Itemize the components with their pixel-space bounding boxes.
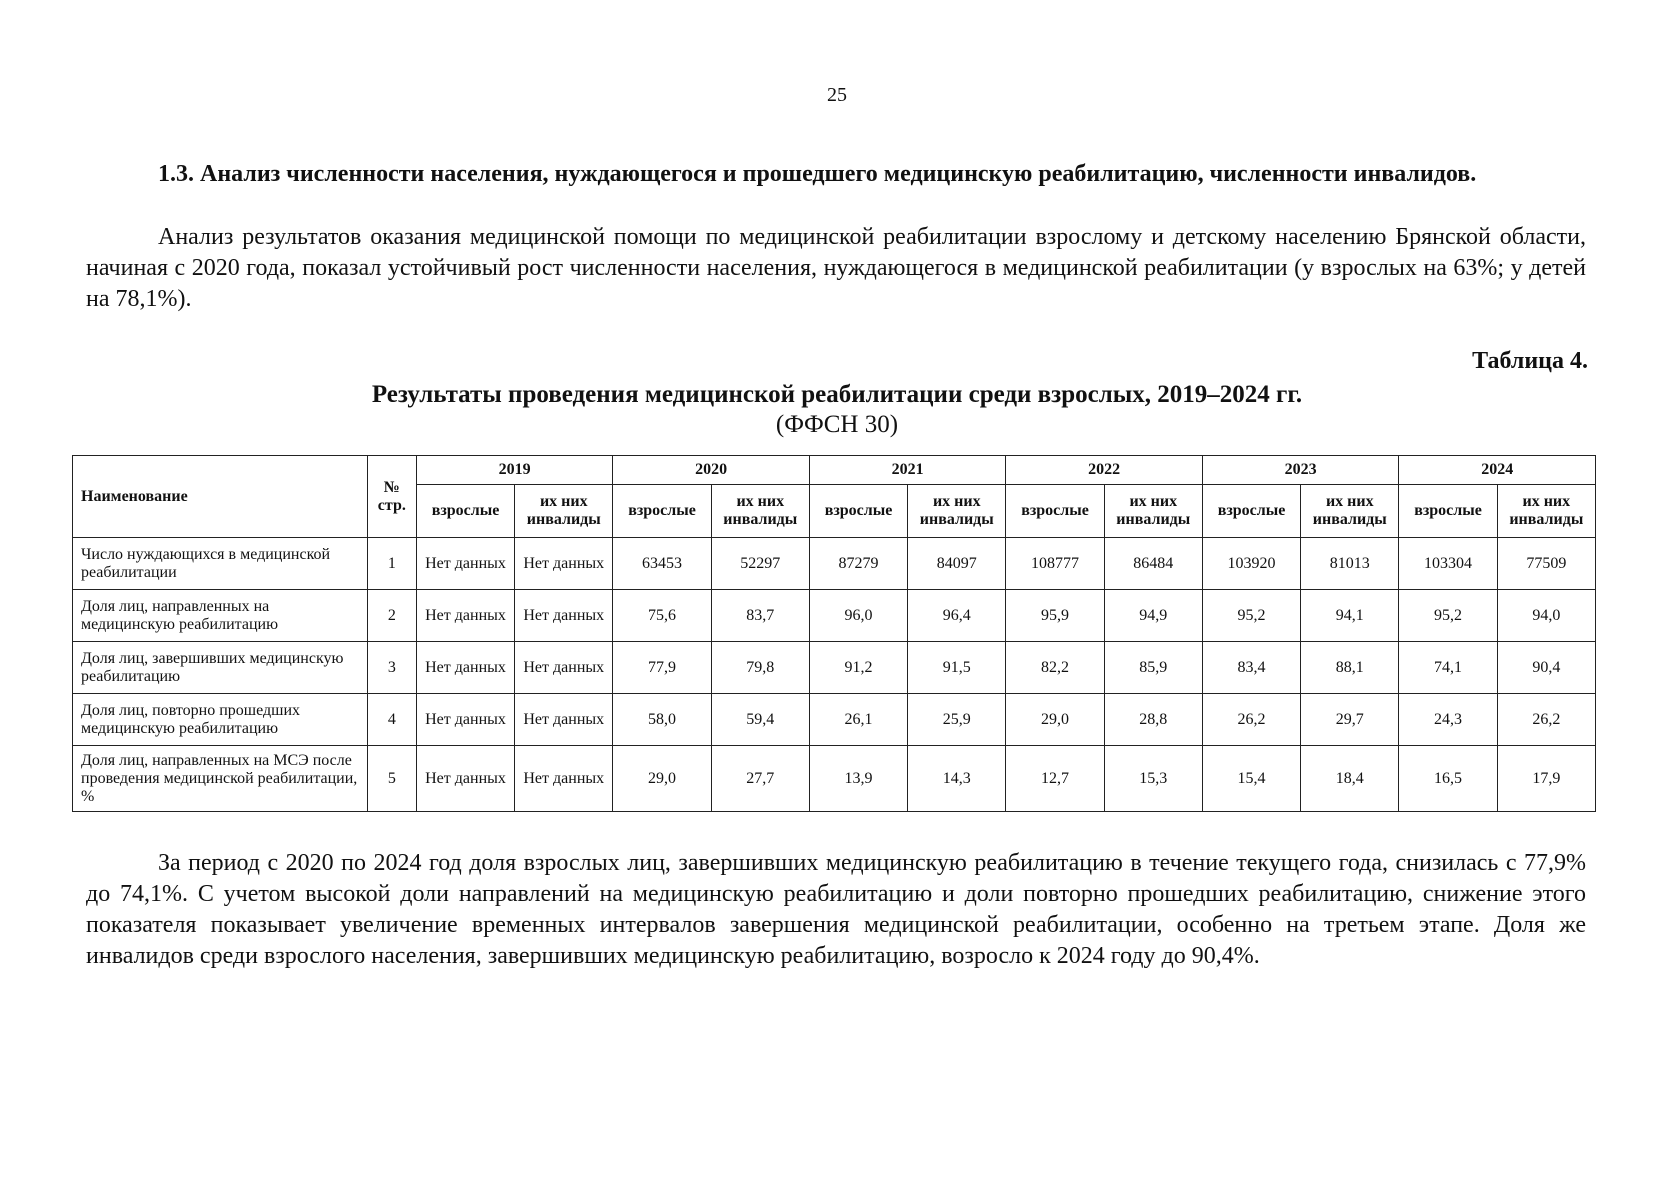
table-cell: 103304 [1399,538,1497,590]
section-heading: 1.3. Анализ численности населения, нуждающегося и прошедшего медицинскую реабилитацию, численности инвалидов. [158,161,1477,187]
table-cell: 95,9 [1006,590,1104,642]
table-cell: 14,3 [908,746,1006,812]
table-title-block [0,380,1674,440]
table-label: Таблица 4. [1472,348,1588,374]
table-cell: 25,9 [908,694,1006,746]
table-cell: 91,2 [809,642,907,694]
subheader-adults: взрослые [1202,485,1300,538]
table-cell: 13,9 [809,746,907,812]
year-header-row [73,456,1596,485]
table-cell: 75,6 [613,590,711,642]
table-cell: 94,9 [1104,590,1202,642]
table-cell: 63453 [613,538,711,590]
intro-paragraph: Анализ результатов оказания медицинской помощи по медицинской реабилитации взрослому и детскому населению Брянской области, начиная с 2020 года, показал устойчивый рост численности населения, нуждающегося в медицинской реабилитации (у взрослых на 63%; у детей на 78,1%). [86,224,1586,312]
table-row [73,642,1596,694]
table-cell: 16,5 [1399,746,1497,812]
year-header: 2022 [1006,456,1203,485]
table-cell: 88,1 [1301,642,1399,694]
table-cell: 27,7 [711,746,809,812]
row-number: 1 [367,538,416,590]
subheader-disabled: их них инвалиды [1104,485,1202,538]
table-cell: Нет данных [416,642,514,694]
table-cell: 29,0 [1006,694,1104,746]
year-header: 2020 [613,456,810,485]
table-cell: 26,2 [1202,694,1300,746]
subheader-adults: взрослые [1399,485,1497,538]
table-cell: 86484 [1104,538,1202,590]
year-header: 2024 [1399,456,1596,485]
table-body [73,538,1596,812]
subheader-adults: взрослые [809,485,907,538]
row-name: Число нуждающихся в медицинской реабилитации [73,538,368,590]
table-cell: 29,7 [1301,694,1399,746]
table-cell: 91,5 [908,642,1006,694]
table-cell: 96,0 [809,590,907,642]
row-name: Доля лиц, направленных на медицинскую реабилитацию [73,590,368,642]
table-cell: 85,9 [1104,642,1202,694]
header-name: Наименование [73,456,368,538]
year-header: 2019 [416,456,613,485]
row-name: Доля лиц, завершивших медицинскую реабилитацию [73,642,368,694]
table-row [73,746,1596,812]
table-cell: 90,4 [1497,642,1595,694]
table-cell: 28,8 [1104,694,1202,746]
row-name: Доля лиц, повторно прошедших медицинскую реабилитацию [73,694,368,746]
table-cell: 83,7 [711,590,809,642]
row-number: 4 [367,694,416,746]
year-header: 2023 [1202,456,1399,485]
table-cell: 94,0 [1497,590,1595,642]
row-number: 5 [367,746,416,812]
table-cell: Нет данных [515,746,613,812]
subheader-adults: взрослые [1006,485,1104,538]
subheader-adults: взрослые [416,485,514,538]
table-cell: Нет данных [515,642,613,694]
subheader-disabled: их них инвалиды [711,485,809,538]
row-name: Доля лиц, направленных на МСЭ после проведения медицинской реабилитации, % [73,746,368,812]
table-cell: Нет данных [416,538,514,590]
table-cell: Нет данных [515,590,613,642]
table-cell: 29,0 [613,746,711,812]
table-cell: 79,8 [711,642,809,694]
table-row [73,590,1596,642]
table-cell: 81013 [1301,538,1399,590]
subheader-disabled: их них инвалиды [908,485,1006,538]
table-cell: 26,2 [1497,694,1595,746]
table-row [73,538,1596,590]
table-cell: 52297 [711,538,809,590]
table-cell: 77,9 [613,642,711,694]
table-cell: 17,9 [1497,746,1595,812]
header-row-number: № стр. [367,456,416,538]
results-table [72,455,1596,812]
table-cell: 59,4 [711,694,809,746]
table-cell: 15,3 [1104,746,1202,812]
subheader-disabled: их них инвалиды [515,485,613,538]
table-cell: 95,2 [1202,590,1300,642]
subheader-disabled: их них инвалиды [1497,485,1595,538]
table-cell: Нет данных [515,538,613,590]
table-cell: Нет данных [416,590,514,642]
table-cell: 94,1 [1301,590,1399,642]
table-cell: 26,1 [809,694,907,746]
table-cell: 77509 [1497,538,1595,590]
table-cell: 24,3 [1399,694,1497,746]
table-cell: 87279 [809,538,907,590]
table-cell: Нет данных [416,746,514,812]
row-number: 2 [367,590,416,642]
table-cell: 12,7 [1006,746,1104,812]
table-cell: 82,2 [1006,642,1104,694]
table-cell: 74,1 [1399,642,1497,694]
table-cell: Нет данных [515,694,613,746]
table-cell: 84097 [908,538,1006,590]
table-cell: 103920 [1202,538,1300,590]
subheader-disabled: их них инвалиды [1301,485,1399,538]
table-cell: 95,2 [1399,590,1497,642]
table-cell: Нет данных [416,694,514,746]
table-cell: 58,0 [613,694,711,746]
table-cell: 96,4 [908,590,1006,642]
page-number: 25 [827,84,847,106]
table-row [73,694,1596,746]
conclusion-paragraph: За период с 2020 по 2024 год доля взрослых лиц, завершивших медицинскую реабилитацию в течение текущего года, снизилась с 77,9% до 74,1%. С учетом высокой доли направлений на медицинскую реабилитацию и доли повторно прошедших реабилитацию, снижение этого показателя показывает увеличение временных интервалов завершения медицинской реабилитации, особенно на третьем этапе. Доля же инвалидов среди взрослого населения, завершивших медицинскую реабилитацию, возросло к 2024 году до 90,4%. [86,850,1586,969]
year-header: 2021 [809,456,1006,485]
table-subtitle: (ФФСН 30) [775,411,899,438]
subheader-adults: взрослые [613,485,711,538]
table-cell: 15,4 [1202,746,1300,812]
table-cell: 83,4 [1202,642,1300,694]
table-cell: 18,4 [1301,746,1399,812]
row-number: 3 [367,642,416,694]
table-title: Результаты проведения медицинской реабилитации среди взрослых, 2019–2024 гг. [371,381,1303,408]
table-cell: 108777 [1006,538,1104,590]
